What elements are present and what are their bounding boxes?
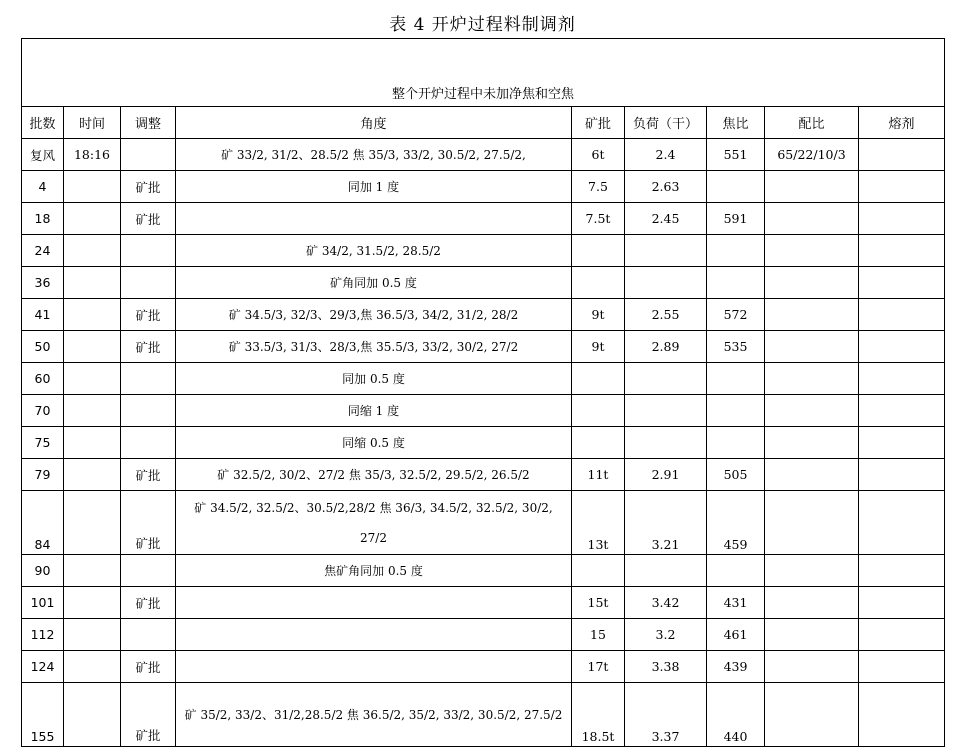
cell-flux — [859, 331, 945, 363]
cell-coke-ratio — [707, 395, 765, 427]
cell-flux — [859, 683, 945, 747]
cell-batch: 75 — [22, 427, 64, 459]
cell-batch: 79 — [22, 459, 64, 491]
cell-batch: 41 — [22, 299, 64, 331]
table-row — [22, 427, 945, 459]
cell-time — [64, 395, 121, 427]
table-row — [22, 587, 945, 619]
cell-burden-ratio — [765, 555, 859, 587]
cell-coke-ratio — [707, 171, 765, 203]
cell-ore-batch: 7.5 — [572, 171, 625, 203]
cell-batch: 24 — [22, 235, 64, 267]
cell-load: 3.38 — [625, 651, 707, 683]
cell-time — [64, 651, 121, 683]
cell-load: 3.2 — [625, 619, 707, 651]
cell-flux — [859, 555, 945, 587]
cell-burden-ratio — [765, 299, 859, 331]
cell-load: 2.91 — [625, 459, 707, 491]
col-header-angle: 角度 — [176, 107, 572, 139]
cell-ore-batch: 13t — [572, 491, 625, 555]
cell-coke-ratio — [707, 235, 765, 267]
table-title: 表 4 开炉过程料制调剂 — [389, 15, 576, 35]
cell-batch: 4 — [22, 171, 64, 203]
cell-flux — [859, 427, 945, 459]
cell-ore-batch — [572, 267, 625, 299]
cell-angle: 矿 34.5/3, 32/3、29/3,焦 36.5/3, 34/2, 31/2, 28/2 — [176, 299, 572, 331]
cell-flux — [859, 363, 945, 395]
cell-coke-ratio — [707, 267, 765, 299]
cell-flux — [859, 619, 945, 651]
cell-flux — [859, 651, 945, 683]
cell-angle: 矿 32.5/2, 30/2、27/2 焦 35/3, 32.5/2, 29.5/2, 26.5/2 — [176, 459, 572, 491]
col-header-coke-ratio: 焦比 — [707, 107, 765, 139]
cell-time — [64, 299, 121, 331]
cell-adjust: 矿批 — [121, 491, 176, 555]
cell-time — [64, 267, 121, 299]
cell-ore-batch: 15t — [572, 587, 625, 619]
cell-batch: 155 — [22, 683, 64, 747]
table-row — [22, 651, 945, 683]
cell-adjust — [121, 139, 176, 171]
cell-ore-batch — [572, 235, 625, 267]
cell-batch: 124 — [22, 651, 64, 683]
cell-load: 2.45 — [625, 203, 707, 235]
cell-batch: 84 — [22, 491, 64, 555]
table-row — [22, 299, 945, 331]
cell-burden-ratio — [765, 331, 859, 363]
table-row — [22, 203, 945, 235]
cell-angle — [176, 587, 572, 619]
cell-batch: 60 — [22, 363, 64, 395]
cell-time — [64, 235, 121, 267]
cell-ore-batch: 17t — [572, 651, 625, 683]
cell-adjust — [121, 555, 176, 587]
cell-flux — [859, 171, 945, 203]
cell-batch: 70 — [22, 395, 64, 427]
cell-load — [625, 427, 707, 459]
cell-coke-ratio — [707, 427, 765, 459]
cell-angle — [176, 651, 572, 683]
cell-ore-batch — [572, 427, 625, 459]
cell-batch: 101 — [22, 587, 64, 619]
cell-adjust — [121, 427, 176, 459]
col-header-adjust: 调整 — [121, 107, 176, 139]
cell-burden-ratio — [765, 267, 859, 299]
cell-time — [64, 331, 121, 363]
cell-coke-ratio: 440 — [707, 683, 765, 747]
table-row — [22, 491, 945, 555]
col-header-batch: 批数 — [22, 107, 64, 139]
cell-ore-batch: 6t — [572, 139, 625, 171]
cell-load — [625, 267, 707, 299]
cell-coke-ratio: 535 — [707, 331, 765, 363]
cell-load: 2.89 — [625, 331, 707, 363]
cell-burden-ratio — [765, 683, 859, 747]
table-caption: 整个开炉过程中未加净焦和空焦 — [22, 39, 945, 107]
cell-flux — [859, 139, 945, 171]
cell-burden-ratio — [765, 203, 859, 235]
col-header-time: 时间 — [64, 107, 121, 139]
cell-burden-ratio — [765, 459, 859, 491]
cell-angle: 矿 34.5/2, 32.5/2、30.5/2,28/2 焦 36/3, 34.5/2, 32.5/2, 30/2, 27/2 — [176, 491, 572, 555]
cell-load: 3.42 — [625, 587, 707, 619]
cell-coke-ratio: 505 — [707, 459, 765, 491]
cell-angle: 同加 0.5 度 — [176, 363, 572, 395]
table-row — [22, 171, 945, 203]
cell-coke-ratio: 439 — [707, 651, 765, 683]
cell-load: 2.4 — [625, 139, 707, 171]
table-row — [22, 363, 945, 395]
cell-time — [64, 203, 121, 235]
cell-adjust — [121, 267, 176, 299]
cell-load: 2.63 — [625, 171, 707, 203]
cell-adjust: 矿批 — [121, 331, 176, 363]
cell-flux — [859, 459, 945, 491]
col-header-ore-batch: 矿批 — [572, 107, 625, 139]
cell-time: 18:16 — [64, 139, 121, 171]
cell-load — [625, 395, 707, 427]
cell-time — [64, 363, 121, 395]
header-row — [22, 107, 945, 139]
cell-angle: 同缩 0.5 度 — [176, 427, 572, 459]
cell-angle: 矿 33.5/3, 31/3、28/3,焦 35.5/3, 33/2, 30/2, 27/2 — [176, 331, 572, 363]
cell-coke-ratio: 572 — [707, 299, 765, 331]
cell-adjust: 矿批 — [121, 683, 176, 747]
cell-adjust: 矿批 — [121, 203, 176, 235]
cell-time — [64, 171, 121, 203]
cell-adjust: 矿批 — [121, 171, 176, 203]
cell-coke-ratio: 431 — [707, 587, 765, 619]
cell-time — [64, 587, 121, 619]
cell-flux — [859, 587, 945, 619]
cell-coke-ratio: 459 — [707, 491, 765, 555]
cell-load — [625, 555, 707, 587]
cell-load: 3.21 — [625, 491, 707, 555]
furnace-charging-table — [21, 38, 945, 747]
cell-burden-ratio — [765, 235, 859, 267]
table-row — [22, 139, 945, 171]
cell-adjust: 矿批 — [121, 651, 176, 683]
cell-time — [64, 459, 121, 491]
cell-time — [64, 491, 121, 555]
cell-burden-ratio — [765, 491, 859, 555]
cell-ore-batch: 11t — [572, 459, 625, 491]
cell-ore-batch: 7.5t — [572, 203, 625, 235]
cell-coke-ratio: 551 — [707, 139, 765, 171]
col-header-load: 负荷（干） — [625, 107, 707, 139]
cell-time — [64, 427, 121, 459]
cell-flux — [859, 203, 945, 235]
table-row — [22, 619, 945, 651]
cell-ore-batch — [572, 363, 625, 395]
cell-flux — [859, 395, 945, 427]
table-row — [22, 683, 945, 747]
cell-ore-batch — [572, 395, 625, 427]
table-row — [22, 235, 945, 267]
cell-batch: 50 — [22, 331, 64, 363]
cell-angle: 矿 35/2, 33/2、31/2,28.5/2 焦 36.5/2, 35/2, 33/2, 30.5/2, 27.5/2 — [176, 683, 572, 747]
cell-burden-ratio — [765, 171, 859, 203]
cell-angle: 矿角同加 0.5 度 — [176, 267, 572, 299]
cell-batch: 复风 — [22, 139, 64, 171]
col-header-burden-ratio: 配比 — [765, 107, 859, 139]
cell-angle: 矿 33/2, 31/2、28.5/2 焦 35/3, 33/2, 30.5/2, 27.5/2, — [176, 139, 572, 171]
cell-angle: 焦矿角同加 0.5 度 — [176, 555, 572, 587]
cell-coke-ratio: 591 — [707, 203, 765, 235]
cell-adjust — [121, 363, 176, 395]
cell-flux — [859, 267, 945, 299]
cell-batch: 18 — [22, 203, 64, 235]
cell-load — [625, 363, 707, 395]
cell-ore-batch: 9t — [572, 331, 625, 363]
table-row — [22, 459, 945, 491]
cell-coke-ratio — [707, 555, 765, 587]
cell-angle: 同加 1 度 — [176, 171, 572, 203]
cell-batch: 90 — [22, 555, 64, 587]
cell-burden-ratio — [765, 619, 859, 651]
cell-coke-ratio: 461 — [707, 619, 765, 651]
cell-angle — [176, 619, 572, 651]
table-row — [22, 267, 945, 299]
table-row — [22, 395, 945, 427]
cell-load: 2.55 — [625, 299, 707, 331]
cell-flux — [859, 299, 945, 331]
cell-burden-ratio — [765, 587, 859, 619]
cell-burden-ratio — [765, 363, 859, 395]
cell-burden-ratio — [765, 395, 859, 427]
cell-load: 3.37 — [625, 683, 707, 747]
cell-ore-batch: 18.5t — [572, 683, 625, 747]
cell-batch: 36 — [22, 267, 64, 299]
cell-angle: 矿 34/2, 31.5/2, 28.5/2 — [176, 235, 572, 267]
cell-time — [64, 619, 121, 651]
cell-angle: 同缩 1 度 — [176, 395, 572, 427]
cell-ore-batch: 9t — [572, 299, 625, 331]
cell-ore-batch: 15 — [572, 619, 625, 651]
table-row — [22, 555, 945, 587]
cell-time — [64, 683, 121, 747]
cell-flux — [859, 235, 945, 267]
cell-burden-ratio — [765, 651, 859, 683]
cell-flux — [859, 491, 945, 555]
cell-adjust: 矿批 — [121, 587, 176, 619]
col-header-flux: 熔剂 — [859, 107, 945, 139]
cell-adjust: 矿批 — [121, 459, 176, 491]
cell-ore-batch — [572, 555, 625, 587]
cell-adjust: 矿批 — [121, 299, 176, 331]
cell-batch: 112 — [22, 619, 64, 651]
cell-adjust — [121, 235, 176, 267]
cell-time — [64, 555, 121, 587]
table-row — [22, 331, 945, 363]
cell-coke-ratio — [707, 363, 765, 395]
cell-load — [625, 235, 707, 267]
cell-burden-ratio — [765, 427, 859, 459]
cell-adjust — [121, 395, 176, 427]
cell-burden-ratio: 65/22/10/3 — [765, 139, 859, 171]
cell-adjust — [121, 619, 176, 651]
cell-angle — [176, 203, 572, 235]
